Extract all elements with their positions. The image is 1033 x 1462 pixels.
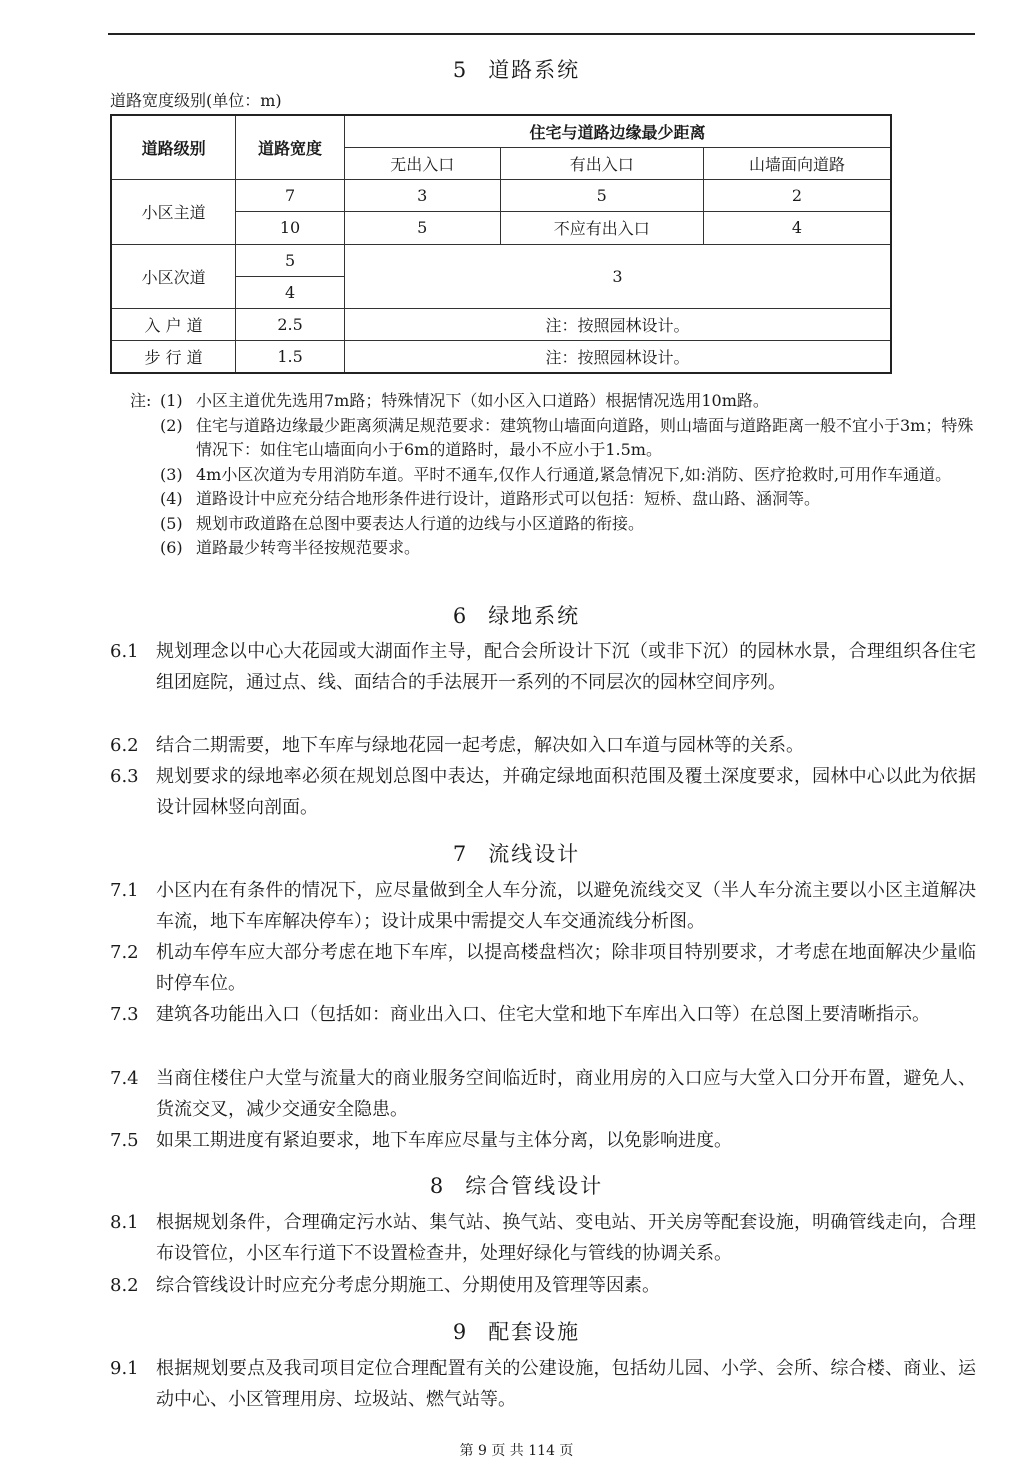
header-road-width: 道路宽度 xyxy=(236,115,345,180)
table-cell: 4 xyxy=(236,276,345,308)
note-item: (6) 道路最少转弯半径按规范要求。 xyxy=(160,538,421,557)
paragraph-6-1: 6.1 规划理念以中心大花园或大湖面作主导，配合会所设计下沉（或非下沉）的园林水景，合理组织各住宅组团庭院，通过点、线、面结合的手法展开一系列的不同层次的园林空间序列。 xyxy=(110,641,976,693)
row-label-entry-road: 入 户 道 xyxy=(111,309,236,341)
note-item: (4) 道路设计中应充分结合地形条件进行设计，道路形式可以包括：短桥、盘山路、涵洞等。 xyxy=(160,489,821,508)
paragraph-6-3: 6.3 规划要求的绿地率必须在规划总图中表达，并确定绿地面积范围及覆土深度要求，园林中心以此为依据设计园林竖向剖面。 xyxy=(110,766,976,818)
table-cell-note: 注：按照园林设计。 xyxy=(344,309,891,341)
note-item: 注: (1) 小区主道优先选用7m路；特殊情况下（如小区入口道路）根据情况选用10m路。 xyxy=(110,389,980,414)
paragraph-7-3: 7.3 建筑各功能出入口（包括如：商业出入口、住宅大堂和地下车库出入口等）在总图上要清晰指示。 xyxy=(110,1004,930,1025)
note-item: (5) 规划市政道路在总图中要表达人行道的边线与小区道路的衔接。 xyxy=(160,513,645,533)
table-cell: 4 xyxy=(703,212,891,244)
header-gable-wall: 山墙面向道路 xyxy=(703,147,891,179)
row-label-main-road: 小区主道 xyxy=(111,180,236,245)
section-heading-9: 9 配套设施 xyxy=(452,1320,581,1344)
paragraph-7-2: 7.2 机动车停车应大部分考虑在地下车库，以提高楼盘档次；除非项目特别要求，才考虑在地面解决少量临时停车位。 xyxy=(110,942,976,994)
notes-prefix: 注: xyxy=(130,391,152,410)
row-label-secondary-road: 小区次道 xyxy=(111,244,236,309)
road-width-table xyxy=(110,114,892,374)
paragraph-6-2: 6.2 结合二期需要，地下车库与绿地花园一起考虑，解决如入口车道与园林等的关系。 xyxy=(110,735,804,756)
table-caption: 道路宽度级别(单位：m) xyxy=(110,91,282,110)
table-cell: 5 xyxy=(500,180,703,212)
table-cell: 7 xyxy=(236,180,345,212)
table-cell: 不应有出入口 xyxy=(500,212,703,244)
header-min-distance: 住宅与道路边缘最少距离 xyxy=(344,115,891,147)
table-cell: 5 xyxy=(344,212,500,244)
table-notes xyxy=(110,389,980,561)
paragraph-9-1: 9.1 根据规划要点及我司项目定位合理配置有关的公建设施，包括幼儿园、小学、会所、综合楼、商业、运动中心、小区管理用房、垃圾站、燃气站等。 xyxy=(110,1358,976,1410)
header-rule xyxy=(108,33,975,35)
paragraph-7-4: 7.4 当商住楼住户大堂与流量大的商业服务空间临近时，商业用房的入口应与大堂入口分开布置，避免人、货流交叉，减少交通安全隐患。 xyxy=(110,1068,976,1120)
table-cell: 2 xyxy=(703,180,891,212)
section-heading-8: 8 综合管线设计 xyxy=(429,1174,604,1198)
note-item: (3) 4m小区次道为专用消防车道。平时不通车,仅作人行通道,紧急情况下,如:消防、医疗抢救时,可用作车通道。 xyxy=(160,464,952,484)
row-label-walk-road: 步 行 道 xyxy=(111,341,236,373)
table-cell: 5 xyxy=(236,244,345,276)
section-heading-7: 7 流线设计 xyxy=(452,842,581,866)
header-road-level: 道路级别 xyxy=(111,115,236,180)
paragraph-8-1: 8.1 根据规划条件，合理确定污水站、集气站、换气站、变电站、开关房等配套设施，明确管线走向，合理布设管位，小区车行道下不设置检查井，处理好绿化与管线的协调关系。 xyxy=(110,1212,976,1264)
table-cell: 1.5 xyxy=(236,341,345,373)
page-number-footer: 第 9 页 共 114 页 xyxy=(459,1443,574,1459)
header-with-entrance: 有出入口 xyxy=(500,147,703,179)
paragraph-7-1: 7.1 小区内在有条件的情况下，应尽量做到全人车分流，以避免流线交叉（半人车分流主要以小区主道解决车流，地下车库解决停车）；设计成果中需提交人车交通流线分析图。 xyxy=(110,880,976,932)
table-cell-note: 注：按照园林设计。 xyxy=(344,341,891,373)
note-item: (2) 住宅与道路边缘最少距离须满足规范要求：建筑物山墙面向道路，则山墙面与道路距离一般不宜小于3m；特殊情况下：如住宅山墙面向小于6m的道路时，最小不应小于1.5m。 xyxy=(160,415,974,459)
section-heading-5: 5 道路系统 xyxy=(452,58,581,82)
table-cell: 10 xyxy=(236,212,345,244)
table-cell: 3 xyxy=(344,180,500,212)
table-cell-merged: 3 xyxy=(344,244,891,309)
section-heading-6: 6 绿地系统 xyxy=(452,604,581,628)
table-cell: 2.5 xyxy=(236,309,345,341)
paragraph-8-2: 8.2 综合管线设计时应充分考虑分期施工、分期使用及管理等因素。 xyxy=(110,1275,660,1296)
header-no-entrance: 无出入口 xyxy=(344,147,500,179)
paragraph-7-5: 7.5 如果工期进度有紧迫要求，地下车库应尽量与主体分离，以免影响进度。 xyxy=(110,1130,732,1151)
